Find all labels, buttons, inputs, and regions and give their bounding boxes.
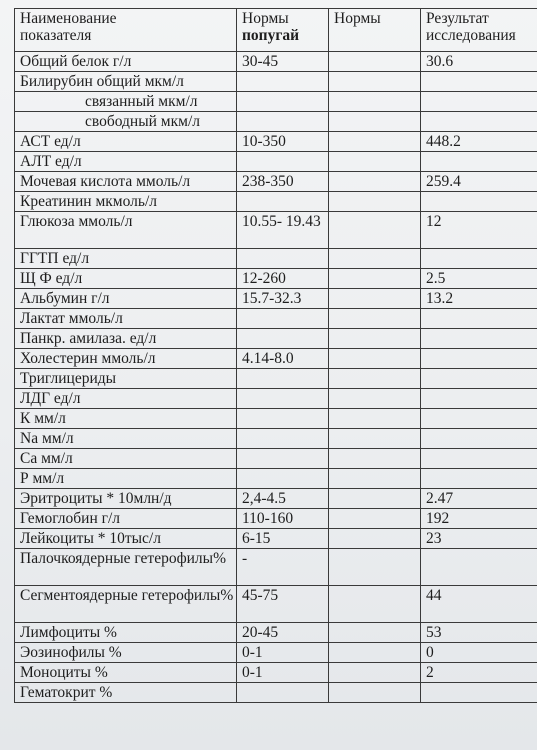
norm-parrot-cell: [237, 92, 329, 112]
norm-parrot-cell: [237, 469, 329, 489]
norm-cell: [329, 172, 421, 192]
norm-cell: [329, 683, 421, 703]
norm-cell: [329, 269, 421, 289]
norm-parrot-cell: 0-1: [237, 663, 329, 683]
norm-cell: [329, 132, 421, 152]
norm-parrot-cell: 2,4-4.5: [237, 489, 329, 509]
table-row: [15, 549, 537, 586]
lab-results-table: [14, 8, 537, 703]
norm-cell: [329, 309, 421, 329]
header-norms1-line2: попугай: [242, 27, 300, 44]
norm-parrot-cell: [237, 409, 329, 429]
table-body: [15, 52, 537, 703]
result-cell: [421, 192, 537, 212]
table-row: [15, 269, 537, 289]
result-cell: 23: [421, 529, 537, 549]
header-name-line2: показателя: [20, 27, 92, 44]
norm-cell: [329, 92, 421, 112]
norm-cell: [329, 329, 421, 349]
norm-cell: [329, 389, 421, 409]
norm-parrot-cell: 10.55- 19.43: [237, 212, 329, 249]
result-cell: 13.2: [421, 289, 537, 309]
result-cell: 0: [421, 643, 537, 663]
indicator-name-cell: свободный мкм/л: [15, 112, 237, 132]
norm-cell: [329, 112, 421, 132]
norm-parrot-cell: 6-15: [237, 529, 329, 549]
table-row: [15, 289, 537, 309]
table-row: [15, 152, 537, 172]
result-cell: [421, 683, 537, 703]
table-row: [15, 509, 537, 529]
norm-parrot-cell: [237, 309, 329, 329]
indicator-name-cell: Триглицериды: [15, 369, 237, 389]
norm-parrot-cell: 15.7-32.3: [237, 289, 329, 309]
norm-cell: [329, 72, 421, 92]
header-indicator-name: [15, 9, 237, 52]
norm-parrot-cell: 12-260: [237, 269, 329, 289]
norm-cell: [329, 409, 421, 429]
table-row: [15, 92, 537, 112]
header-result: [421, 9, 537, 52]
table-row: [15, 489, 537, 509]
norm-cell: [329, 449, 421, 469]
table-row: [15, 663, 537, 683]
header-result-line1: Результат: [426, 10, 489, 27]
indicator-name-cell: Гематокрит %: [15, 683, 237, 703]
norm-cell: [329, 212, 421, 249]
norm-parrot-cell: 45-75: [237, 586, 329, 623]
indicator-name-cell: Билирубин общий мкм/л: [15, 72, 237, 92]
norm-cell: [329, 663, 421, 683]
result-cell: [421, 152, 537, 172]
result-cell: 2.47: [421, 489, 537, 509]
indicator-name-cell: Альбумин г/л: [15, 289, 237, 309]
norm-cell: [329, 369, 421, 389]
table-row: [15, 212, 537, 249]
norm-parrot-cell: [237, 329, 329, 349]
table-row: [15, 643, 537, 663]
norm-cell: [329, 52, 421, 72]
indicator-name-cell: Р мм/л: [15, 469, 237, 489]
result-cell: [421, 429, 537, 449]
result-cell: [421, 309, 537, 329]
result-cell: [421, 549, 537, 586]
norm-cell: [329, 249, 421, 269]
norm-cell: [329, 643, 421, 663]
indicator-name-cell: Мочевая кислота ммоль/л: [15, 172, 237, 192]
result-cell: [421, 469, 537, 489]
table-row: [15, 586, 537, 623]
table-row: [15, 683, 537, 703]
table-row: [15, 112, 537, 132]
header-norms2-text: Нормы: [334, 10, 381, 27]
result-cell: [421, 92, 537, 112]
indicator-name-cell: Моноциты %: [15, 663, 237, 683]
result-cell: [421, 369, 537, 389]
norm-parrot-cell: [237, 449, 329, 469]
result-cell: [421, 409, 537, 429]
indicator-name-cell: Щ Ф ед/л: [15, 269, 237, 289]
norm-cell: [329, 509, 421, 529]
indicator-name-cell: К мм/л: [15, 409, 237, 429]
norm-cell: [329, 349, 421, 369]
indicator-name-cell: Эритроциты * 10млн/д: [15, 489, 237, 509]
indicator-name-cell: ГГТП ед/л: [15, 249, 237, 269]
norm-cell: [329, 549, 421, 586]
indicator-name-cell: Сегментоядерные гетерофилы%: [15, 586, 237, 623]
result-cell: [421, 329, 537, 349]
norm-parrot-cell: 10-350: [237, 132, 329, 152]
indicator-name-cell: Лейкоциты * 10тыс/л: [15, 529, 237, 549]
indicator-name-cell: ЛДГ ед/л: [15, 389, 237, 409]
norm-parrot-cell: [237, 152, 329, 172]
result-cell: 44: [421, 586, 537, 623]
indicator-name-cell: Глюкоза ммоль/л: [15, 212, 237, 249]
norm-parrot-cell: [237, 192, 329, 212]
indicator-name-cell: Эозинофилы %: [15, 643, 237, 663]
norm-parrot-cell: 30-45: [237, 52, 329, 72]
norm-parrot-cell: [237, 429, 329, 449]
norm-parrot-cell: 20-45: [237, 623, 329, 643]
result-cell: 53: [421, 623, 537, 643]
table-row: [15, 623, 537, 643]
table-row: [15, 429, 537, 449]
norm-cell: [329, 469, 421, 489]
norm-parrot-cell: 110-160: [237, 509, 329, 529]
indicator-name-cell: Палочкоядерные гетерофилы%: [15, 549, 237, 586]
indicator-name-cell: Лимфоциты %: [15, 623, 237, 643]
table-row: [15, 52, 537, 72]
table-row: [15, 349, 537, 369]
indicator-name-cell: АЛТ ед/л: [15, 152, 237, 172]
norm-parrot-cell: 238-350: [237, 172, 329, 192]
norm-cell: [329, 289, 421, 309]
table-row: [15, 329, 537, 349]
result-cell: 192: [421, 509, 537, 529]
indicator-name-cell: Na мм/л: [15, 429, 237, 449]
header-norms-parrot: [237, 9, 329, 52]
result-cell: [421, 389, 537, 409]
result-cell: 2: [421, 663, 537, 683]
result-cell: 448.2: [421, 132, 537, 152]
norm-parrot-cell: [237, 249, 329, 269]
norm-cell: [329, 586, 421, 623]
norm-parrot-cell: [237, 683, 329, 703]
norm-parrot-cell: -: [237, 549, 329, 586]
norm-parrot-cell: [237, 369, 329, 389]
table-row: [15, 192, 537, 212]
norm-cell: [329, 489, 421, 509]
indicator-name-cell: Общий белок г/л: [15, 52, 237, 72]
result-cell: 30.6: [421, 52, 537, 72]
norm-cell: [329, 429, 421, 449]
norm-parrot-cell: 4.14-8.0: [237, 349, 329, 369]
result-cell: 2.5: [421, 269, 537, 289]
table-row: [15, 369, 537, 389]
header-name-line1: Наименование: [20, 10, 117, 27]
norm-parrot-cell: [237, 72, 329, 92]
table-row: [15, 409, 537, 429]
table-row: [15, 309, 537, 329]
table-row: [15, 389, 537, 409]
table-row: [15, 469, 537, 489]
indicator-name-cell: Креатинин мкмоль/л: [15, 192, 237, 212]
table-row: [15, 72, 537, 92]
norm-cell: [329, 623, 421, 643]
header-norms1-line1: Нормы: [242, 10, 289, 27]
result-cell: 259.4: [421, 172, 537, 192]
indicator-name-cell: АСТ ед/л: [15, 132, 237, 152]
norm-parrot-cell: [237, 389, 329, 409]
norm-parrot-cell: [237, 112, 329, 132]
header-norms: [329, 9, 421, 52]
norm-cell: [329, 192, 421, 212]
result-cell: [421, 249, 537, 269]
result-cell: [421, 112, 537, 132]
result-cell: 12: [421, 212, 537, 249]
table-row: [15, 172, 537, 192]
norm-cell: [329, 152, 421, 172]
indicator-name-cell: Лактат ммоль/л: [15, 309, 237, 329]
header-result-line2: исследования: [426, 27, 516, 44]
norm-cell: [329, 529, 421, 549]
indicator-name-cell: Гемоглобин г/л: [15, 509, 237, 529]
table-row: [15, 529, 537, 549]
table-header-row: [15, 9, 537, 52]
table-row: [15, 249, 537, 269]
indicator-name-cell: связанный мкм/л: [15, 92, 237, 112]
indicator-name-cell: Холестерин ммоль/л: [15, 349, 237, 369]
table-row: [15, 449, 537, 469]
table-row: [15, 132, 537, 152]
result-cell: [421, 72, 537, 92]
indicator-name-cell: Са мм/л: [15, 449, 237, 469]
norm-parrot-cell: 0-1: [237, 643, 329, 663]
result-cell: [421, 449, 537, 469]
result-cell: [421, 349, 537, 369]
indicator-name-cell: Панкр. амилаза. ед/л: [15, 329, 237, 349]
